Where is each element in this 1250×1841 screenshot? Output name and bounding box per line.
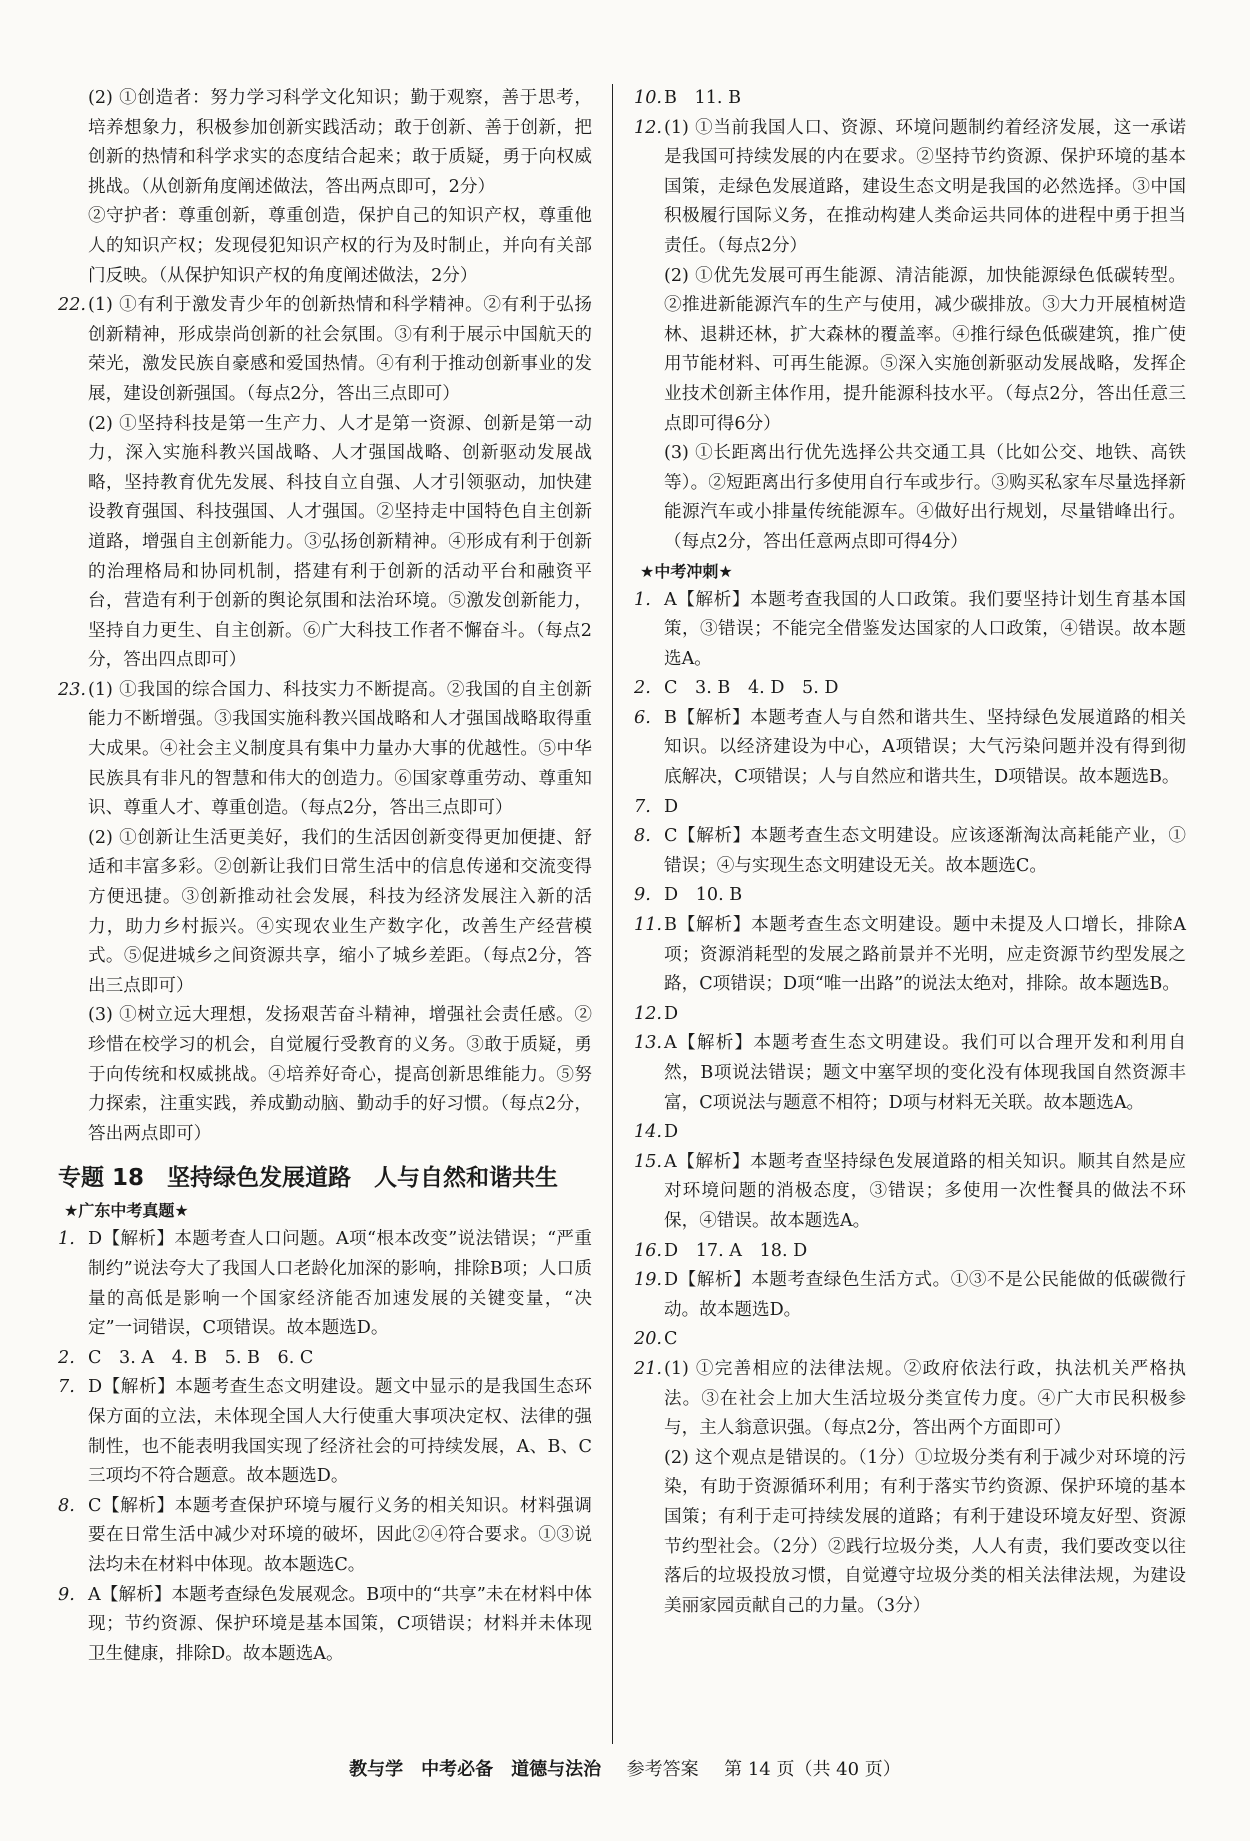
q21 [634,1355,1186,1621]
q21-part2-protector: ②守护者：尊重创新，尊重创造，保护自己的知识产权，尊重他人的知识产权；发现侵犯知识产权的行为及时制止，并向有关部门反映。（从保护知识产权的角度阐述做法，2分） [88,206,592,286]
right-column [634,84,1186,1621]
q22-part2: (2) ①坚持科技是第一生产力、人才是第一资源、创新是第一动力，深入实施科教兴国战略、人才强国战略、创新驱动发展战略，坚持教育优先发展、科技自立自强、人才引领驱动，加快建设教育强国、科技强国、人才强国。②坚持走中国特色自主创新道路，增强自主创新能力。③弘扬创新精神。④形成有利于创新的治理格局和协同机制，搭建有利于创新的活动平台和融资平台，营造有利于创新的舆论氛围和法治环境。⑤激发创新能力，坚持自力更生、自主创新。⑥广大科技工作者不懈奋斗。（每点2分，答出四点即可） [88,413,592,671]
q21-number: 21. [634,1358,662,1379]
q23 [58,676,592,1150]
q23-part3: (3) ①树立远大理想，发扬艰苦奋斗精神，增强社会责任感。②珍惜在校学习的机会，自觉履行受教育的义务。③敢于质疑，勇于向传统和权威挑战。④培养好奇心，提高创新思维能力。⑤努力探索，注重实践，养成勤动脑、勤动手的好习惯。（每点2分，答出两点即可） [88,1005,592,1144]
sprint-subtitle: ★中考冲刺★ [640,561,733,581]
q12-part3: (3) ①长距离出行优先选择公共交通工具（比如公交、地铁、高铁等）。②短距离出行多使用自行车或步行。③购买私家车尽量选择新能源汽车或小排量传统能源车。④做好出行规划，尽量错峰出行。（每点2分，答出任意两点即可得4分） [664,443,1186,552]
footer-brand: 教与学 中考必备 道德与法治 [349,1759,602,1780]
list-item: 11. B【解析】本题考查生态文明建设。题中未提及人口增长，排除A项；资源消耗型的发展之路前景并不光明，应走资源节约型发展之路，C项错误；D项“唯一出路”的说法太绝对，排除。故本题选B。 [634,915,1186,995]
section-title: 专题 18 坚持绿色发展道路 人与自然和谐共生 [58,1165,559,1192]
guangdong-exam-subtitle: ★广东中考真题★ [64,1201,189,1221]
q23-part2: (2) ①创新让生活更美好，我们的生活因创新变得更加便捷、舒适和丰富多彩。②创新让我们日常生活中的信息传递和交流变得方便迅捷。③创新推动社会发展，科技为经济发展注入新的活力，助力乡村振兴。④实现农业生产数字化，改善生产经营模式。⑤促进城乡之间资源共享，缩小了城乡差距。（每点2分，答出三点即可） [88,827,592,996]
q21-part1: (1) ①完善相应的法律法规。②政府依法行政，执法机关严格执法。③在社会上加大生活垃圾分类宣传力度。④广大市民积极参与，主人翁意识强。（每点2分，答出两个方面即可） [664,1358,1186,1439]
list-item: 6. B【解析】本题考查人与自然和谐共生、坚持绿色发展道路的相关知识。以经济建设为中心，A项错误；大气污染问题并没有得到彻底解决，C项错误；人与自然应和谐共生，D项错误。故本题选B。 [634,707,1186,788]
footer-label: 参考答案 [626,1759,699,1780]
q12-number: 12. [634,117,662,138]
list-item: 8. C【解析】本题考查生态文明建设。应该逐渐淘汰高耗能产业，①错误；④与实现生态文明建设无关。故本题选C。 [634,826,1186,876]
list-item: 1. A【解析】本题考查我国的人口政策。我们要坚持计划生育基本国策，③错误；不能完全借鉴发达国家的人口政策，④错误。故本题选A。 [634,589,1186,669]
list-item: 16. D 17. A 18. D [634,1240,808,1261]
q12-part2: (2) ①优先发展可再生能源、清洁能源，加快能源绿色低碳转型。②推进新能源汽车的生产与使用，减少碳排放。③大力开展植树造林、退耕还林，扩大森林的覆盖率。④推行绿色低碳建筑，推广使用节能材料、可再生能源。⑤深入实施创新驱动发展战略，发挥企业技术创新主体作用，提升能源科技水平。（每点2分，答出任意三点即可得6分） [664,265,1186,434]
q23-number: 23. [58,679,86,700]
list-item: 20. C [634,1329,678,1350]
q22-number: 22. [58,295,86,316]
left-answer-list [58,1225,592,1669]
q12-part1: (1) ①当前我国人口、资源、环境问题制约着经济发展，这一承诺是我国可持续发展的内在要求。②坚持节约资源、保护环境的基本国策，走绿色发展道路，建设生态文明是我国的必然选择。③中国积极履行国际义务，在推动构建人类命运共同体的进程中勇于担当责任。（每点2分） [664,117,1186,256]
q21-part2: (2) ①创造者：努力学习科学文化知识；勤于观察，善于思考，培养想象力，积极参加创新实践活动；敢于创新、善于创新，把创新的热情和科学求实的态度结合起来；敢于质疑，勇于向权威挑战。（从创新角度阐述做法，答出两点即可，2分） [88,88,592,197]
q22 [58,291,592,676]
list-item: 19. D【解析】本题考查绿色生活方式。①③不是公民能做的低碳微行动。故本题选D。 [634,1270,1186,1320]
list-item: 1. D【解析】本题考查人口问题。A项“根本改变”说法错误；“严重制约”说法夸大了我国人口老龄化加深的影响，排除B项；人口质量的高低是影响一个国家经济能否加速发展的关键变量，“决定”一词错误，C项错误。故本题选D。 [58,1229,592,1339]
list-item: 8. C【解析】本题考查保护环境与履行义务的相关知识。材料强调要在日常生活中减少对环境的破坏，因此②④符合要求。①③说法均未在材料中体现。故本题选C。 [58,1495,592,1575]
list-item: 9. D 10. B [634,885,743,906]
q22-part1: (1) ①有利于激发青少年的创新热情和科学精神。②有利于弘扬创新精神，形成崇尚创新的社会氛围。③有利于展示中国航天的荣光，激发民族自豪感和爱国热情。④有利于推动创新事业的发展，建设创新强国。（每点2分，答出三点即可） [88,295,592,404]
q12-long [634,114,1186,558]
list-item: 2. C 3. B 4. D 5. D [634,678,839,699]
list-item: 10. B 11. B [634,88,742,108]
list-item: 2. C 3. A 4. B 5. B 6. C [58,1347,314,1368]
column-divider [612,84,613,1744]
list-item: 7. D【解析】本题考查生态文明建设。题文中显示的是我国生态环保方面的立法，未体现全国人大行使重大事项决定权、法律的强制性，也不能表明我国实现了经济社会的可持续发展，A、B、C三项均不符合题意。故本题选D。 [58,1377,592,1487]
right-answer-list [634,586,1186,1355]
list-item: 12. D [634,1003,679,1024]
list-item: 15. A【解析】本题考查坚持绿色发展道路的相关知识。顺其自然是应对环境问题的消极态度，③错误；多使用一次性餐具的做法不环保，④错误。故本题选A。 [634,1151,1186,1231]
list-item: 14. D [634,1122,679,1143]
list-item: 7. D [634,796,679,817]
footer-page-number: 第 14 页（共 40 页） [724,1759,901,1780]
q23-part1: (1) ①我国的综合国力、科技实力不断提高。②我国的自主创新能力不断增强。③我国实施科教兴国战略和人才强国战略取得重大成果。④社会主义制度具有集中力量办大事的优越性。⑤中华民族具有非凡的智慧和伟大的创造力。⑥国家尊重劳动、尊重知识、尊重人才、尊重创造。（每点2分，答出三点即可） [88,679,592,819]
list-item: 9. A【解析】本题考查绿色发展观念。B项中的“共享”未在材料中体现；节约资源、保护环境是基本国策，C项错误；材料并未体现卫生健康，排除D。故本题选A。 [58,1584,592,1664]
q21-part2: (2) 这个观点是错误的。（1分）①垃圾分类有利于减少对环境的污染，有助于资源循环利用；有利于落实节约资源、保护环境的基本国策；有利于走可持续发展的道路；有利于建设环境友好型、资源节约型社会。（2分）②践行垃圾分类，人人有责，我们要改变以往落后的垃圾投放习惯，自觉遵守垃圾分类的相关法律法规，为建设美丽家园贡献自己的力量。（3分） [664,1447,1186,1616]
list-item: 13. A【解析】本题考查生态文明建设。我们可以合理开发和利用自然，B项说法错误；题文中塞罕坝的变化没有体现我国自然资源丰富，C项说法与题意不相符；D项与材料无关联。故本题选A。 [634,1033,1186,1113]
left-column [58,84,592,1669]
page-footer [0,1755,1250,1785]
